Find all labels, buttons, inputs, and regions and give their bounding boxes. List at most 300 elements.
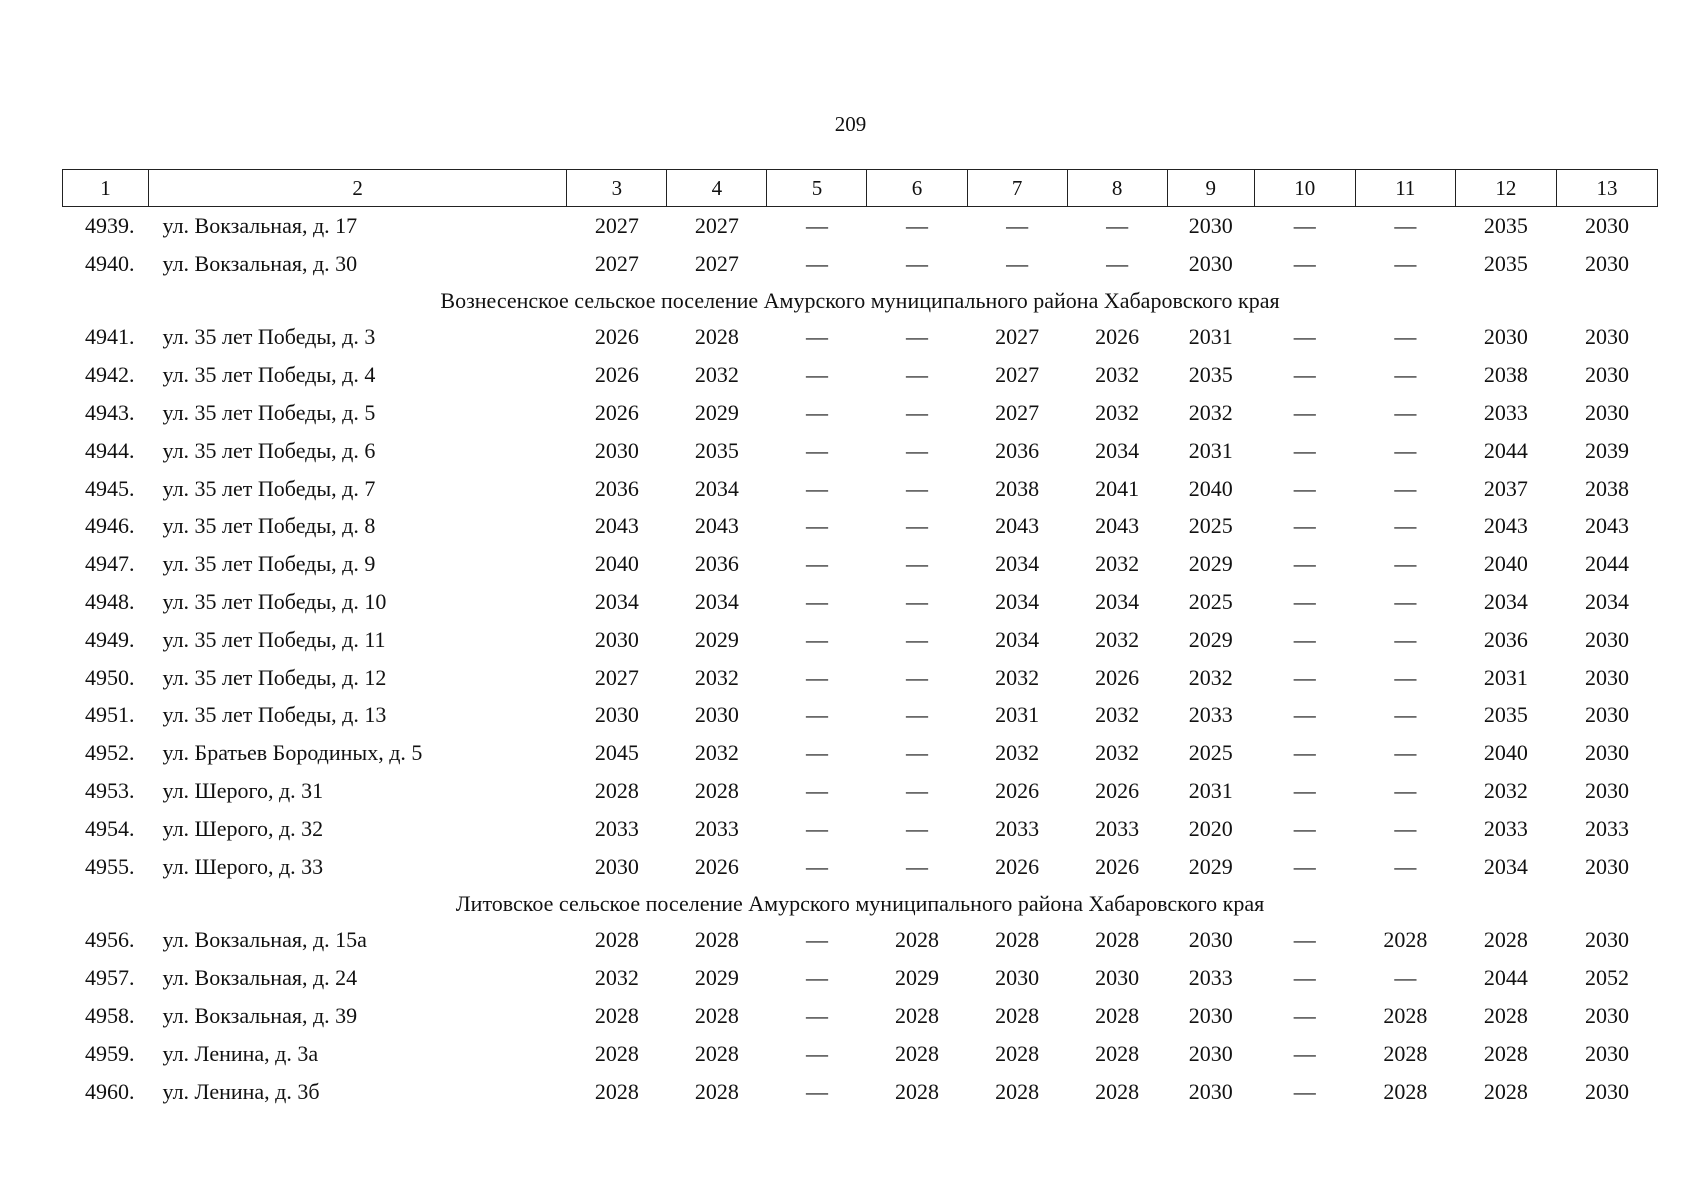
- address-cell: ул. Вокзальная, д. 24: [162, 965, 358, 991]
- year-cell: 2026: [594, 362, 639, 388]
- row-number: 4960.: [85, 1078, 135, 1104]
- year-cell: 2034: [594, 589, 639, 615]
- year-cell: 2032: [1188, 400, 1233, 426]
- year-cell: —: [805, 437, 828, 463]
- row-number: 4945.: [85, 475, 135, 501]
- year-cell: —: [1293, 551, 1316, 577]
- year-cell: —: [906, 664, 929, 690]
- year-cell: 2028: [694, 1078, 739, 1104]
- year-cell: 2035: [1483, 702, 1528, 728]
- table-row: [63, 659, 1658, 697]
- column-header-8: 8: [1067, 170, 1167, 207]
- year-cell: 2028: [594, 927, 639, 953]
- table-row: [63, 319, 1658, 357]
- year-cell: 2028: [1483, 1003, 1528, 1029]
- year-cell: 2033: [594, 815, 639, 841]
- year-cell: 2040: [1483, 551, 1528, 577]
- year-cell: —: [906, 626, 929, 652]
- year-cell: 2028: [1383, 1003, 1428, 1029]
- row-number: 4947.: [85, 551, 135, 577]
- year-cell: —: [805, 626, 828, 652]
- table-row: [63, 545, 1658, 583]
- year-cell: —: [805, 853, 828, 879]
- year-cell: 2028: [594, 778, 639, 804]
- year-cell: 2043: [594, 513, 639, 539]
- year-cell: 2037: [1483, 475, 1528, 501]
- year-cell: 2030: [1188, 1040, 1233, 1066]
- year-cell: 2034: [1095, 437, 1140, 463]
- year-cell: —: [1394, 815, 1417, 841]
- year-cell: —: [906, 212, 929, 238]
- year-cell: —: [1293, 927, 1316, 953]
- column-header-7: 7: [967, 170, 1067, 207]
- column-header-3: 3: [567, 170, 667, 207]
- year-cell: —: [1293, 740, 1316, 766]
- year-cell: 2028: [694, 927, 739, 953]
- year-cell: 2028: [895, 927, 940, 953]
- year-cell: —: [805, 1078, 828, 1104]
- year-cell: —: [906, 324, 929, 350]
- header-row: [63, 170, 1658, 207]
- year-cell: —: [805, 740, 828, 766]
- row-number: 4944.: [85, 437, 135, 463]
- year-cell: —: [1394, 250, 1417, 276]
- table-row: [63, 848, 1658, 886]
- year-cell: 2026: [1095, 324, 1140, 350]
- column-header-13: 13: [1556, 170, 1657, 207]
- year-cell: 2031: [995, 702, 1040, 728]
- year-cell: 2029: [694, 626, 739, 652]
- year-cell: —: [1394, 740, 1417, 766]
- year-cell: 2036: [995, 437, 1040, 463]
- year-cell: 2030: [1584, 1040, 1629, 1066]
- address-cell: ул. Братьев Бородиных, д. 5: [162, 740, 423, 766]
- year-cell: —: [1394, 664, 1417, 690]
- row-number: 4943.: [85, 400, 135, 426]
- year-cell: 2040: [1188, 475, 1233, 501]
- year-cell: 2020: [1188, 815, 1233, 841]
- column-header-5: 5: [767, 170, 867, 207]
- year-cell: —: [1293, 778, 1316, 804]
- year-cell: —: [1293, 362, 1316, 388]
- year-cell: 2032: [995, 740, 1040, 766]
- year-cell: 2036: [594, 475, 639, 501]
- row-number: 4946.: [85, 513, 135, 539]
- year-cell: 2039: [1584, 437, 1629, 463]
- address-cell: ул. Шерого, д. 32: [162, 815, 324, 841]
- year-cell: 2026: [1095, 778, 1140, 804]
- year-cell: 2032: [1188, 664, 1233, 690]
- year-cell: 2030: [1584, 1078, 1629, 1104]
- year-cell: 2028: [1095, 1078, 1140, 1104]
- year-cell: 2033: [1188, 702, 1233, 728]
- year-cell: —: [906, 853, 929, 879]
- year-cell: —: [1394, 702, 1417, 728]
- table-row: [63, 1073, 1658, 1111]
- year-cell: 2027: [694, 250, 739, 276]
- year-cell: 2032: [694, 362, 739, 388]
- column-header-4: 4: [667, 170, 767, 207]
- column-header-12: 12: [1455, 170, 1556, 207]
- address-cell: ул. 35 лет Победы, д. 13: [162, 702, 387, 728]
- row-number: 4950.: [85, 664, 135, 690]
- year-cell: 2030: [1584, 778, 1629, 804]
- table-row: [63, 356, 1658, 394]
- year-cell: 2044: [1483, 965, 1528, 991]
- year-cell: —: [906, 778, 929, 804]
- year-cell: 2031: [1188, 778, 1233, 804]
- year-cell: 2026: [1095, 853, 1140, 879]
- year-cell: 2032: [694, 740, 739, 766]
- year-cell: —: [1394, 853, 1417, 879]
- year-cell: 2033: [694, 815, 739, 841]
- table-row: [63, 394, 1658, 432]
- address-cell: ул. 35 лет Победы, д. 7: [162, 475, 376, 501]
- year-cell: —: [906, 475, 929, 501]
- year-cell: 2040: [594, 551, 639, 577]
- year-cell: 2027: [594, 212, 639, 238]
- column-header-2: 2: [149, 170, 567, 207]
- address-cell: ул. Вокзальная, д. 15а: [162, 927, 367, 953]
- year-cell: —: [906, 702, 929, 728]
- year-cell: —: [805, 1003, 828, 1029]
- table-row: [63, 583, 1658, 621]
- year-cell: 2030: [1188, 250, 1233, 276]
- year-cell: 2032: [1095, 551, 1140, 577]
- table-row: [63, 1035, 1658, 1073]
- year-cell: 2030: [1584, 664, 1629, 690]
- year-cell: —: [1394, 965, 1417, 991]
- section-heading-row: [63, 886, 1658, 922]
- year-cell: 2027: [995, 324, 1040, 350]
- year-cell: 2027: [594, 664, 639, 690]
- year-cell: 2038: [1584, 475, 1629, 501]
- table-row: [63, 508, 1658, 546]
- year-cell: 2031: [1188, 324, 1233, 350]
- address-cell: ул. 35 лет Победы, д. 11: [162, 626, 386, 652]
- year-cell: 2028: [594, 1003, 639, 1029]
- year-cell: 2043: [1095, 513, 1140, 539]
- year-cell: 2025: [1188, 589, 1233, 615]
- year-cell: 2034: [1584, 589, 1629, 615]
- year-cell: 2034: [694, 589, 739, 615]
- schedule-table: [62, 169, 1658, 1111]
- year-cell: 2034: [995, 626, 1040, 652]
- year-cell: 2030: [1584, 250, 1629, 276]
- year-cell: 2034: [1095, 589, 1140, 615]
- table-header: [63, 170, 1658, 207]
- row-number: 4958.: [85, 1003, 135, 1029]
- address-cell: ул. 35 лет Победы, д. 12: [162, 664, 387, 690]
- year-cell: —: [906, 400, 929, 426]
- year-cell: 2028: [1483, 1040, 1528, 1066]
- year-cell: —: [1293, 437, 1316, 463]
- year-cell: 2025: [1188, 513, 1233, 539]
- year-cell: —: [1394, 778, 1417, 804]
- year-cell: 2029: [1188, 551, 1233, 577]
- year-cell: 2032: [694, 664, 739, 690]
- year-cell: —: [805, 513, 828, 539]
- year-cell: 2030: [1188, 1078, 1233, 1104]
- row-number: 4951.: [85, 702, 135, 728]
- year-cell: 2035: [1188, 362, 1233, 388]
- year-cell: 2030: [1584, 324, 1629, 350]
- year-cell: 2029: [694, 400, 739, 426]
- year-cell: —: [805, 250, 828, 276]
- year-cell: —: [906, 362, 929, 388]
- year-cell: 2038: [1483, 362, 1528, 388]
- year-cell: 2028: [1483, 1078, 1528, 1104]
- address-cell: ул. 35 лет Победы, д. 8: [162, 513, 376, 539]
- table-body: [63, 207, 1658, 1111]
- year-cell: —: [906, 513, 929, 539]
- year-cell: —: [805, 965, 828, 991]
- year-cell: 2030: [1584, 740, 1629, 766]
- year-cell: 2043: [1483, 513, 1528, 539]
- year-cell: 2028: [995, 1040, 1040, 1066]
- year-cell: —: [1293, 250, 1316, 276]
- year-cell: 2028: [594, 1078, 639, 1104]
- address-cell: ул. 35 лет Победы, д. 9: [162, 551, 376, 577]
- year-cell: 2029: [694, 965, 739, 991]
- year-cell: 2028: [694, 1040, 739, 1066]
- year-cell: —: [805, 362, 828, 388]
- year-cell: 2026: [694, 853, 739, 879]
- year-cell: 2028: [694, 324, 739, 350]
- year-cell: —: [1293, 589, 1316, 615]
- row-number: 4948.: [85, 589, 135, 615]
- address-cell: ул. Вокзальная, д. 17: [162, 212, 358, 238]
- address-cell: ул. Вокзальная, д. 30: [162, 250, 358, 276]
- address-cell: ул. Ленина, д. 3б: [162, 1078, 320, 1104]
- year-cell: —: [1293, 324, 1316, 350]
- year-cell: 2030: [694, 702, 739, 728]
- year-cell: 2028: [1383, 1078, 1428, 1104]
- year-cell: 2040: [1483, 740, 1528, 766]
- section-title: Вознесенское сельское поселение Амурского муниципального района Хабаровского края: [440, 287, 1280, 313]
- year-cell: 2033: [1095, 815, 1140, 841]
- row-number: 4959.: [85, 1040, 135, 1066]
- address-cell: ул. 35 лет Победы, д. 6: [162, 437, 376, 463]
- year-cell: —: [1006, 250, 1029, 276]
- year-cell: 2030: [1584, 927, 1629, 953]
- year-cell: 2032: [1095, 626, 1140, 652]
- page-number: 209: [834, 112, 867, 136]
- address-cell: ул. 35 лет Победы, д. 10: [162, 589, 387, 615]
- year-cell: —: [1293, 400, 1316, 426]
- year-cell: —: [805, 664, 828, 690]
- year-cell: —: [805, 778, 828, 804]
- year-cell: —: [1293, 513, 1316, 539]
- year-cell: —: [1394, 475, 1417, 501]
- year-cell: —: [1293, 965, 1316, 991]
- address-cell: ул. 35 лет Победы, д. 4: [162, 362, 376, 388]
- year-cell: 2028: [895, 1040, 940, 1066]
- table-row: [63, 922, 1658, 960]
- year-cell: —: [1106, 250, 1129, 276]
- year-cell: 2031: [1483, 664, 1528, 690]
- row-number: 4956.: [85, 927, 135, 953]
- year-cell: 2028: [1383, 1040, 1428, 1066]
- year-cell: 2029: [1188, 626, 1233, 652]
- section-heading-row: [63, 283, 1658, 319]
- year-cell: 2027: [995, 400, 1040, 426]
- year-cell: —: [1293, 702, 1316, 728]
- year-cell: 2030: [1584, 702, 1629, 728]
- year-cell: 2032: [1095, 702, 1140, 728]
- year-cell: 2033: [1483, 815, 1528, 841]
- year-cell: 2029: [1188, 853, 1233, 879]
- year-cell: —: [1006, 212, 1029, 238]
- year-cell: 2036: [1483, 626, 1528, 652]
- year-cell: 2030: [594, 853, 639, 879]
- year-cell: 2052: [1584, 965, 1629, 991]
- year-cell: —: [805, 324, 828, 350]
- row-number: 4952.: [85, 740, 135, 766]
- year-cell: 2032: [594, 965, 639, 991]
- year-cell: —: [805, 1040, 828, 1066]
- column-header-11: 11: [1355, 170, 1455, 207]
- year-cell: —: [1293, 1040, 1316, 1066]
- address-cell: ул. Шерого, д. 31: [162, 778, 324, 804]
- year-cell: —: [906, 551, 929, 577]
- year-cell: 2030: [1095, 965, 1140, 991]
- year-cell: 2026: [594, 324, 639, 350]
- column-header-6: 6: [867, 170, 967, 207]
- year-cell: 2030: [1584, 212, 1629, 238]
- address-cell: ул. Шерого, д. 33: [162, 853, 324, 879]
- year-cell: 2044: [1483, 437, 1528, 463]
- year-cell: 2030: [1584, 853, 1629, 879]
- year-cell: 2027: [694, 212, 739, 238]
- year-cell: 2026: [995, 778, 1040, 804]
- column-header-1: 1: [63, 170, 149, 207]
- row-number: 4941.: [85, 324, 135, 350]
- year-cell: —: [1394, 589, 1417, 615]
- row-number: 4942.: [85, 362, 135, 388]
- row-number: 4957.: [85, 965, 135, 991]
- year-cell: 2026: [1095, 664, 1140, 690]
- year-cell: 2030: [594, 702, 639, 728]
- table-row: [63, 772, 1658, 810]
- year-cell: 2027: [995, 362, 1040, 388]
- year-cell: —: [1293, 1003, 1316, 1029]
- year-cell: 2034: [694, 475, 739, 501]
- table-row: [63, 734, 1658, 772]
- year-cell: 2043: [995, 513, 1040, 539]
- year-cell: 2028: [594, 1040, 639, 1066]
- year-cell: 2030: [1483, 324, 1528, 350]
- year-cell: 2028: [895, 1078, 940, 1104]
- table-row: [63, 621, 1658, 659]
- year-cell: 2026: [594, 400, 639, 426]
- year-cell: 2034: [1483, 589, 1528, 615]
- year-cell: 2032: [1095, 740, 1140, 766]
- address-cell: ул. Ленина, д. 3а: [162, 1040, 319, 1066]
- year-cell: —: [805, 589, 828, 615]
- table-row: [63, 245, 1658, 283]
- row-number: 4940.: [85, 250, 135, 276]
- year-cell: —: [805, 815, 828, 841]
- year-cell: —: [805, 400, 828, 426]
- year-cell: 2030: [1188, 212, 1233, 238]
- year-cell: —: [1106, 212, 1129, 238]
- year-cell: 2030: [1584, 362, 1629, 388]
- year-cell: 2027: [594, 250, 639, 276]
- year-cell: —: [1394, 513, 1417, 539]
- year-cell: —: [1293, 664, 1316, 690]
- year-cell: —: [805, 702, 828, 728]
- year-cell: 2035: [1483, 250, 1528, 276]
- year-cell: 2032: [1095, 400, 1140, 426]
- year-cell: 2028: [694, 778, 739, 804]
- year-cell: —: [906, 589, 929, 615]
- table-row: [63, 959, 1658, 997]
- year-cell: —: [906, 250, 929, 276]
- year-cell: 2030: [594, 437, 639, 463]
- year-cell: 2028: [995, 1003, 1040, 1029]
- year-cell: 2043: [1584, 513, 1629, 539]
- year-cell: —: [1293, 815, 1316, 841]
- year-cell: —: [805, 551, 828, 577]
- year-cell: —: [1394, 212, 1417, 238]
- column-header-9: 9: [1167, 170, 1254, 207]
- table-row: [63, 697, 1658, 735]
- row-number: 4955.: [85, 853, 135, 879]
- year-cell: 2026: [995, 853, 1040, 879]
- year-cell: —: [1394, 362, 1417, 388]
- year-cell: 2033: [1584, 815, 1629, 841]
- table-row: [63, 997, 1658, 1035]
- year-cell: —: [1394, 626, 1417, 652]
- year-cell: 2028: [995, 927, 1040, 953]
- year-cell: 2028: [1095, 1003, 1140, 1029]
- year-cell: 2035: [1483, 212, 1528, 238]
- table-row: [63, 432, 1658, 470]
- year-cell: 2028: [1095, 1040, 1140, 1066]
- year-cell: —: [1293, 853, 1316, 879]
- year-cell: —: [906, 740, 929, 766]
- year-cell: —: [1293, 626, 1316, 652]
- year-cell: —: [1394, 324, 1417, 350]
- year-cell: 2038: [995, 475, 1040, 501]
- row-number: 4953.: [85, 778, 135, 804]
- year-cell: 2034: [1483, 853, 1528, 879]
- year-cell: —: [906, 437, 929, 463]
- year-cell: 2028: [1095, 927, 1140, 953]
- row-number: 4954.: [85, 815, 135, 841]
- year-cell: —: [805, 212, 828, 238]
- year-cell: 2028: [1483, 927, 1528, 953]
- year-cell: —: [805, 927, 828, 953]
- year-cell: —: [1394, 400, 1417, 426]
- year-cell: 2033: [995, 815, 1040, 841]
- year-cell: 2028: [895, 1003, 940, 1029]
- year-cell: 2030: [1584, 626, 1629, 652]
- year-cell: 2028: [1383, 927, 1428, 953]
- year-cell: 2034: [995, 589, 1040, 615]
- year-cell: 2035: [694, 437, 739, 463]
- year-cell: 2033: [1188, 965, 1233, 991]
- row-number: 4939.: [85, 212, 135, 238]
- year-cell: 2044: [1584, 551, 1629, 577]
- year-cell: 2041: [1095, 475, 1140, 501]
- year-cell: 2030: [594, 626, 639, 652]
- address-cell: ул. 35 лет Победы, д. 5: [162, 400, 376, 426]
- address-cell: ул. 35 лет Победы, д. 3: [162, 324, 376, 350]
- year-cell: —: [906, 815, 929, 841]
- year-cell: 2036: [694, 551, 739, 577]
